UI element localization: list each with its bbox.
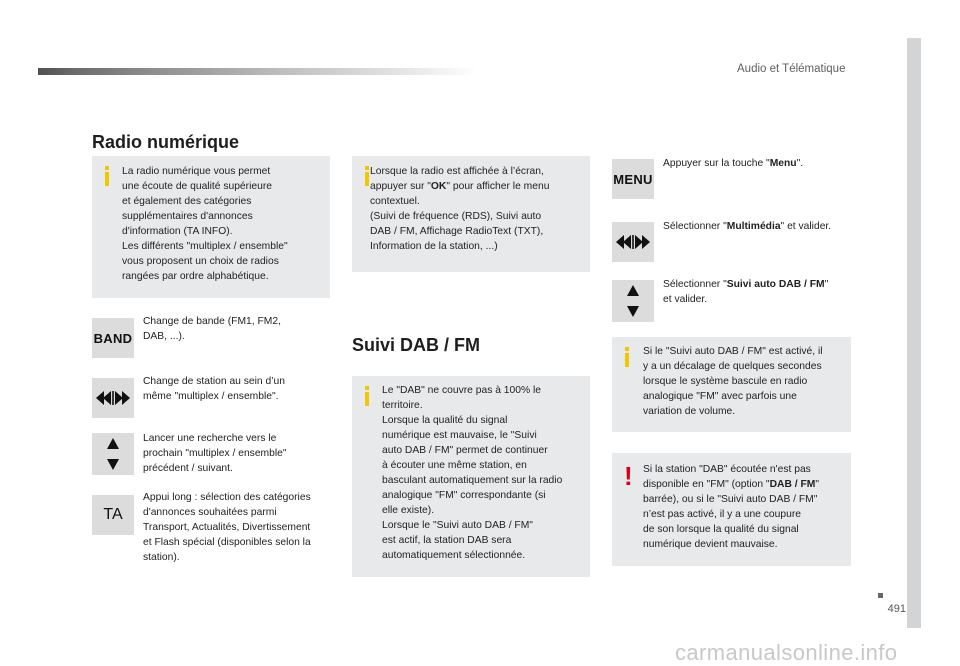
info-box-display xyxy=(352,156,590,272)
menu-label: MENU xyxy=(613,171,653,187)
band-label: BAND xyxy=(93,330,133,346)
info-box-radio xyxy=(92,156,330,298)
info-icon-dot xyxy=(625,347,629,351)
seek-description: Change de station au sein d’un même "multiplex / ensemble". xyxy=(143,376,285,402)
info-icon-dot xyxy=(365,166,369,170)
updown-buttons[interactable] xyxy=(92,433,134,475)
info-box-decalage xyxy=(612,337,851,432)
info-text-decalage: Si le "Suivi auto DAB / FM" est activé, il y a un décalage de quelques secondes lorsque le système bascule en radio analogique "FM" avec parfois une variation de volume. xyxy=(643,346,823,417)
ta-description: Appui long : sélection des catégories d'annonces souhaitées parmi Transport, Actualités, Divertissement et Flash spécial (disponibles selon la station). xyxy=(143,492,311,563)
up-down-arrows-icon xyxy=(626,284,640,318)
step-press-menu: Appuyer sur la touche "Menu". xyxy=(663,158,804,169)
ta-label: TA xyxy=(103,506,123,523)
step-select-suivi-auto: Sélectionner "Suivi auto DAB / FM" et valider. xyxy=(663,279,829,305)
up-down-arrows-icon xyxy=(106,437,120,471)
watermark: carmanualsonline.info xyxy=(675,640,898,665)
info-text-dab: Le "DAB" ne couvre pas à 100% le territoire. Lorsque la qualité du signal numérique est mauvaise, le "Suivi auto DAB / FM" permet de continuer à écouter une même station, en basculant automatiquement sur la radio analogique "FM" correspondante (si elle existe). Lorsque le "Suivi auto DAB / FM" est actif, la station DAB sera automatiquement sélectionnée. xyxy=(382,385,563,561)
page-marker xyxy=(878,593,883,598)
updown-buttons-right[interactable] xyxy=(612,280,654,322)
page-side-strip xyxy=(907,38,921,628)
seek-arrows-icon xyxy=(615,234,651,250)
seek-arrows-icon xyxy=(95,390,131,406)
header-gradient-bar xyxy=(38,68,478,75)
warning-icon: ! xyxy=(624,461,633,491)
seek-buttons-right[interactable] xyxy=(612,222,654,262)
warning-box-dab xyxy=(612,453,851,566)
warning-text-dab: Si la station "DAB" écoutée n'est pas disponible en "FM" (option "DAB / FM" barrée), ou si le "Suivi auto DAB / FM" n’est pas activé, il y a une coupure de son lorsque la qualité du signal numérique devient mauvaise. xyxy=(643,464,820,550)
page-number: 491 xyxy=(887,603,906,615)
updown-description: Lancer une recherche vers le prochain "multiplex / ensemble" précédent / suivant. xyxy=(143,433,287,474)
info-icon xyxy=(105,172,109,186)
info-icon xyxy=(365,172,369,186)
info-text-radio: La radio numérique vous permet une écoute de qualité supérieure et également des catégories supplémentaires d'annonces d'information (TA INFO). Les différents "multiplex / ensemble" vous proposent un choix de radios rangées par ordre alphabétique. xyxy=(122,166,288,282)
section-title: Audio et Télématique xyxy=(737,63,846,75)
info-icon-dot xyxy=(105,166,109,170)
menu-button[interactable] xyxy=(612,159,654,199)
info-icon-dot xyxy=(365,386,369,390)
info-icon xyxy=(365,392,369,406)
band-description: Change de bande (FM1, FM2, DAB, ...). xyxy=(143,316,281,342)
info-icon xyxy=(625,353,629,367)
heading-radio-numerique: Radio numérique xyxy=(92,132,240,152)
band-button[interactable] xyxy=(92,318,134,358)
step-select-multimedia: Sélectionner "Multimédia" et valider. xyxy=(663,221,832,232)
ta-button[interactable] xyxy=(92,495,134,535)
heading-suivi-dab-fm: Suivi DAB / FM xyxy=(352,335,481,355)
info-text-display: Lorsque la radio est affichée à l’écran, appuyer sur "OK" pour afficher le menu contextuel. (Suivi de fréquence (RDS), Suivi auto DAB / FM, Affichage RadioText (TXT), Information de la station, ...) xyxy=(370,166,550,252)
info-box-dab xyxy=(352,376,590,577)
seek-buttons[interactable] xyxy=(92,378,134,418)
